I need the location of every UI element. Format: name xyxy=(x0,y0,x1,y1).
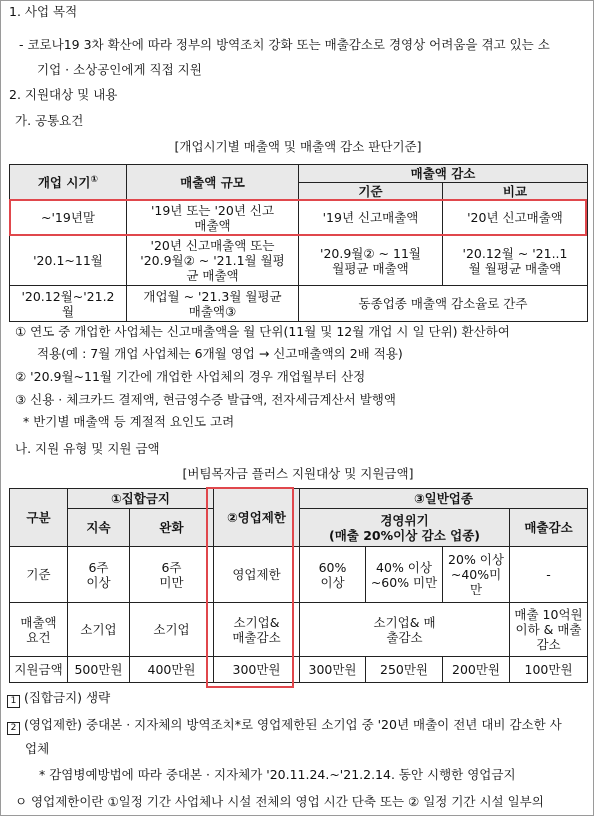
cell-amount: 100만원 xyxy=(510,657,588,683)
section1-line1: - 코로나19 3차 확산에 따라 정부의 방역조치 강화 또는 매출감소로 경영상 어려움을 겪고 있는 소 xyxy=(19,37,550,52)
row-criteria-label: 기준 xyxy=(10,547,68,603)
note-4: * 반기별 매출액 등 계절적 요인도 고려 xyxy=(23,414,235,429)
cell-compare: '20.12월 ~ '21..1월 월평균 매출액 xyxy=(443,236,588,286)
section1-heading: 1. 사업 목적 xyxy=(9,4,78,19)
cell-amount: 400만원 xyxy=(130,657,214,683)
sales-criteria-table xyxy=(9,164,588,322)
header-compare: 비교 xyxy=(443,183,588,200)
cell-base: '19년 신고매출액 xyxy=(299,200,443,236)
note-3: ③ 신용 · 체크카드 결제액, 현금영수증 발급액, 전자세금계산서 발행액 xyxy=(15,392,396,407)
item-1: 1 (집합금지) 생략 xyxy=(7,690,110,708)
cell-criteria: 영업제한 xyxy=(214,547,300,603)
cell-merged-decrease: 동종업종 매출액 감소율로 간주 xyxy=(299,286,588,322)
table2-caption: [버팀목자금 플러스 지원대상 및 지원금액] xyxy=(182,466,414,481)
cell-period: ~'19년말 xyxy=(10,200,127,236)
header-scale: 매출액 규모 xyxy=(127,165,299,200)
cell-scale: '20년 신고매출액 또는 '20.9월② ~ '21.1월 월평균 매출액 xyxy=(127,236,299,286)
cell-compare: '20년 신고매출액 xyxy=(443,200,588,236)
cell-criteria: 6주 미만 xyxy=(130,547,214,603)
item-2-line2: 업체 xyxy=(25,741,50,756)
item-2: 2 (영업제한) 중대본 · 지자체의 방역조치*로 영업제한된 소기업 중 '20년 매출이 전년 대비 감소한 사 xyxy=(7,717,562,735)
row-requirement-label: 매출액 요건 xyxy=(10,603,68,657)
cell-scale: '19년 또는 '20년 신고매출액 xyxy=(127,200,299,236)
cell-base: '20.9월② ~ 11월 월평균 매출액 xyxy=(299,236,443,286)
header-crisis: 경영위기 (매출 20%이상 감소 업종) xyxy=(300,509,510,547)
header-general: ③일반업종 xyxy=(300,489,588,509)
header-decrease: 매출액 감소 xyxy=(299,165,588,183)
row-amount-label: 지원금액 xyxy=(10,657,68,683)
cell-criteria: - xyxy=(510,547,588,603)
header-business-restriction: ②영업제한 xyxy=(214,489,300,547)
note-1a: ① 연도 중 개업한 사업체는 신고매출액을 월 단위(11월 및 12월 개업 시 일 단위) 환산하여 xyxy=(15,324,510,339)
cell-scale: 개업월 ~ '21.3월 월평균 매출액③ xyxy=(127,286,299,322)
cell-amount: 300만원 xyxy=(214,657,300,683)
cell-requirement: 소기업 xyxy=(68,603,130,657)
cell-criteria: 20% 이상~40%미만 xyxy=(443,547,510,603)
cell-criteria: 40% 이상~60% 미만 xyxy=(366,547,443,603)
box-2-icon: 2 xyxy=(7,722,20,735)
header-category: 구분 xyxy=(10,489,68,547)
header-base: 기준 xyxy=(299,183,443,200)
cell-period: '20.1~11월 xyxy=(10,236,127,286)
cell-period: '20.12월~'21.2월 xyxy=(10,286,127,322)
support-amount-table xyxy=(9,488,588,683)
header-relax: 완화 xyxy=(130,509,214,547)
cell-amount: 500만원 xyxy=(68,657,130,683)
section1-line2: 기업 · 소상공인에게 직접 지원 xyxy=(37,62,202,77)
cell-criteria: 6주 이상 xyxy=(68,547,130,603)
last-line: ㅇ 영업제한이란 ①일정 기간 사업체나 시설 전체의 영업 시간 단축 또는 ② 일정 기간 시설 일부의 xyxy=(15,794,544,809)
subsection-a-heading: 가. 공통요건 xyxy=(15,113,84,128)
note-1b: 적용(예 : 7월 개업 사업체는 6개월 영업 → 신고매출액의 2배 적용) xyxy=(37,346,403,361)
cell-criteria: 60% 이상 xyxy=(300,547,366,603)
item-2-note: * 감염병예방법에 따라 중대본 · 지자체가 '20.11.24.~'21.2.14. 동안 시행한 영업금지 xyxy=(39,767,516,782)
section2-heading: 2. 지원대상 및 내용 xyxy=(9,87,118,102)
cell-requirement: 소기업 xyxy=(130,603,214,657)
table1-caption: [개업시기별 매출액 및 매출액 감소 판단기준] xyxy=(174,139,422,154)
header-period: 개업 시기① xyxy=(10,165,127,200)
cell-amount: 250만원 xyxy=(366,657,443,683)
subsection-b-heading: 나. 지원 유형 및 지원 금액 xyxy=(15,441,160,456)
cell-requirement: 소기업& 매출감소 xyxy=(214,603,300,657)
header-gathering-ban: ①집합금지 xyxy=(68,489,214,509)
cell-requirement: 소기업& 매출감소 xyxy=(300,603,510,657)
header-continue: 지속 xyxy=(68,509,130,547)
cell-amount: 200만원 xyxy=(443,657,510,683)
note-2: ② '20.9월~11월 기간에 개업한 사업체의 경우 개업월부터 산정 xyxy=(15,369,366,384)
cell-amount: 300만원 xyxy=(300,657,366,683)
box-1-icon: 1 xyxy=(7,695,20,708)
header-sales-drop: 매출감소 xyxy=(510,509,588,547)
cell-requirement: 매출 10억원 이하 & 매출감소 xyxy=(510,603,588,657)
